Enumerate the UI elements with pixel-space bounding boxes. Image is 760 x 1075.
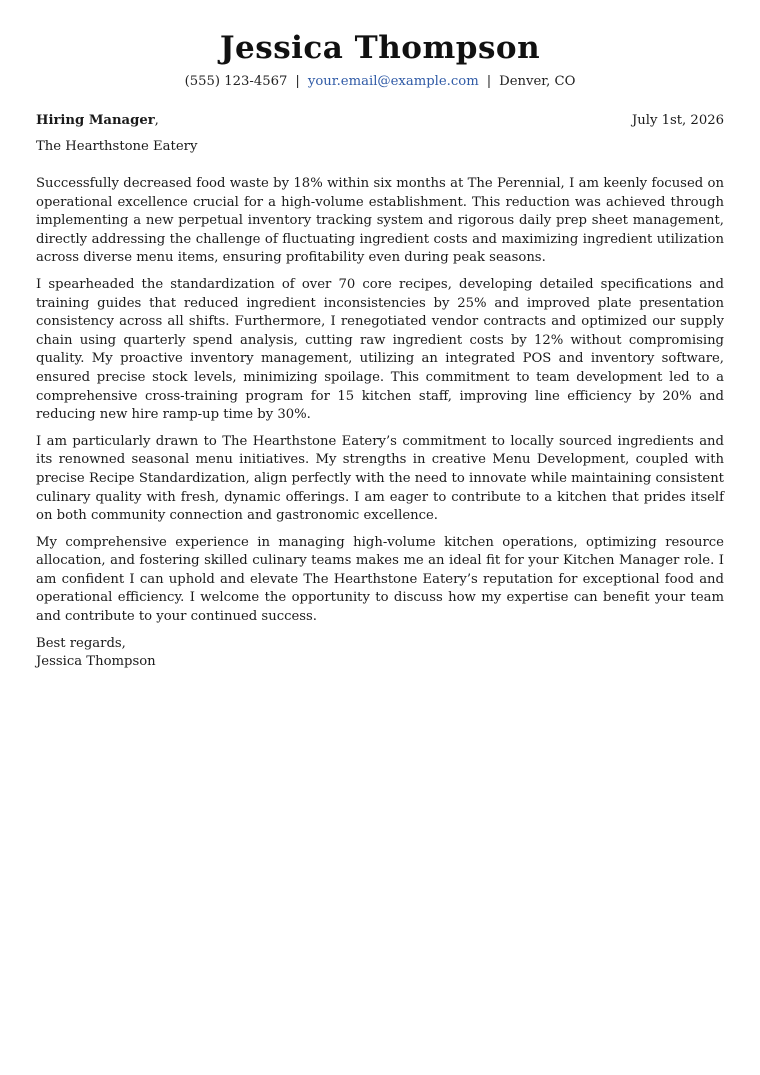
phone-number: (555) 123-4567	[184, 74, 288, 89]
signature: Jessica Thompson	[36, 654, 156, 670]
recipient-company: The Hearthstone Eatery	[36, 139, 198, 154]
body-paragraph: I am particularly drawn to The Hearthstone Eatery’s commitment to locally sourced ingredients and its renowned seasonal menu initiatives. My strengths in creative Menu Development, coupled with precise Recipe Standardization, align perfectly with the need to innovate while maintaining consistent culinary quality with fresh, dynamic offerings. I am eager to contribute to a kitchen that prides itself on both community connection and gastronomic excellence.	[36, 433, 724, 524]
contact-separator: |	[486, 74, 492, 89]
body-paragraph: I spearheaded the standardization of over 70 core recipes, developing detailed specifications and training guides that reduced ingredient inconsistencies by 25% and improved plate presentation consistency across all shifts. Furthermore, I renegotiated vendor contracts and optimized our supply chain using quarterly spend analysis, cutting raw ingredient costs by 12% without compromising quality. My proactive inventory management, utilizing an integrated POS and inventory software, ensured precise stock levels, minimizing spoilage. This commitment to team development led to a comprehensive cross-training program for 15 kitchen staff, improving line efficiency by 20% and reducing new hire ramp-up time by 30%.	[36, 276, 724, 423]
body-paragraph: My comprehensive experience in managing high-volume kitchen operations, optimizing resource allocation, and fostering skilled culinary teams makes me an ideal fit for your Kitchen Manager role. I am confident I can uphold and elevate The Hearthstone Eatery’s reputation for exceptional food and operational efficiency. I welcome the opportunity to discuss how my expertise can benefit your team and contribute to your continued success.	[36, 534, 724, 625]
letter-body	[36, 175, 724, 627]
recipient-title: Hiring Manager	[36, 113, 155, 128]
body-paragraph: Successfully decreased food waste by 18% within six months at The Perennial, I am keenly focused on operational excellence crucial for a high-volume establishment. This reduction was achieved through implementing a new perpetual inventory tracking system and rigorous daily prep sheet management, directly addressing the challenge of fluctuating ingredient costs and maximizing ingredient utilization across diverse menu items, ensuring profitability even during peak seasons.	[36, 176, 724, 266]
recipient-line	[36, 112, 159, 130]
recipient-title-comma: ,	[154, 113, 159, 128]
letter-date: July 1st, 2026	[631, 113, 724, 128]
cover-letter-page	[36, 0, 724, 672]
email-link[interactable]: your.email@example.com	[307, 74, 479, 89]
applicant-name: Jessica Thompson	[219, 30, 541, 66]
salutation-row	[36, 112, 724, 130]
contact-separator: |	[295, 74, 300, 89]
closing: Best regards,	[36, 635, 126, 651]
contact-line	[36, 73, 724, 91]
location: Denver, CO	[499, 74, 576, 89]
